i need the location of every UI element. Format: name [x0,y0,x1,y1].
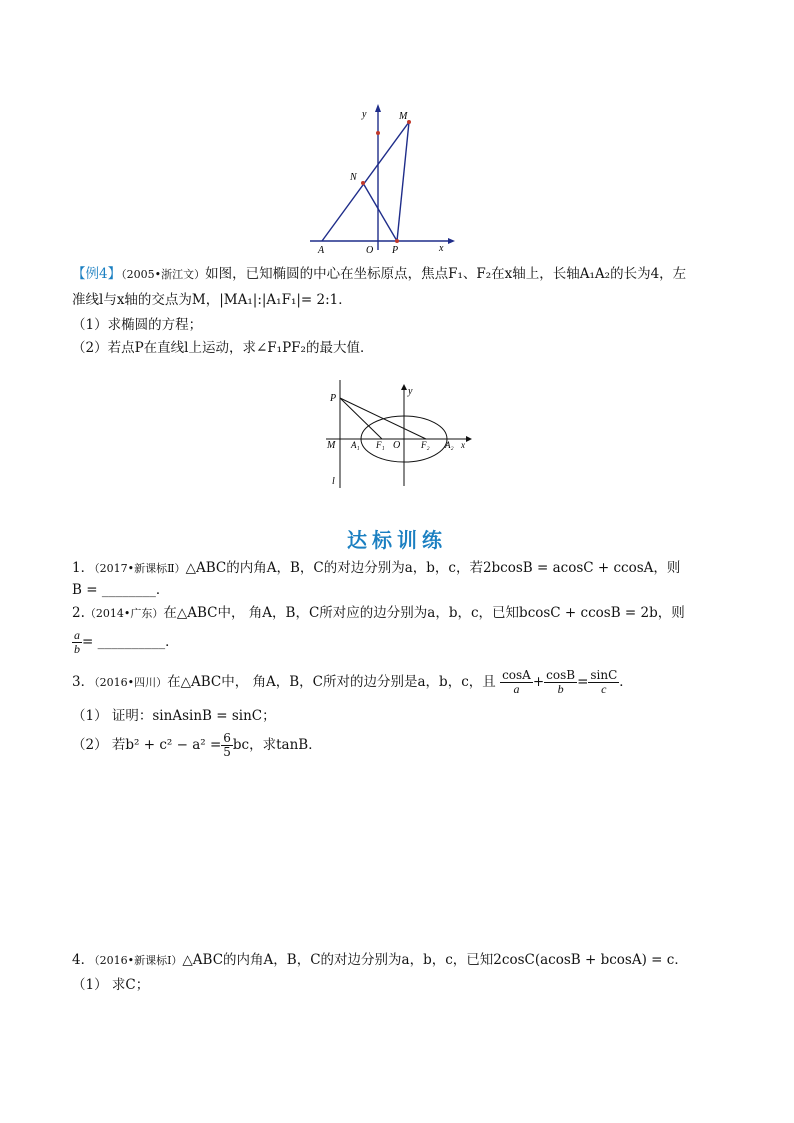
problem3-f3-num: sinC [590,668,618,682]
segment-PF1 [340,398,382,439]
problem3-f1-den: a [513,682,520,696]
problem3-number: 3． [72,674,95,690]
problem1-number: 1． [72,560,95,576]
problem2-frac-den: b [74,642,80,656]
label-A2: A₂ [445,440,454,450]
example4-text1: 如图，已知椭圆的中心在坐标原点，焦点F₁、F₂在x轴上，长轴A₁A₂的长为4，左 [205,266,687,282]
problem3-eq: = [577,674,589,690]
example4-line2: 准线l与x轴的交点为M，|MA₁|:|A₁F₁|= 2:1． [72,292,352,308]
label-x: x [461,440,465,450]
problem3-end: ． [619,674,633,690]
problem3-q1: （1） 证明：sinAsinB = sinC； [72,708,276,724]
problem2-fraction [72,629,82,656]
problem2-number: 2. [72,605,85,621]
y-axis-arrow [375,104,381,112]
label-A1: A₁ [351,440,360,450]
problem3-plus: + [532,674,545,690]
problem3-fraction3 [588,669,619,696]
x-axis-arrow [466,436,472,442]
problem2-line2 [72,627,732,657]
section-title: 达标训练 [347,528,447,552]
problem4-q1: （1） 求C； [72,977,150,993]
problem3-q2-frac-num: 6 [223,731,231,745]
problem3-f1-num: cosA [502,668,531,682]
label-l: l [332,476,335,487]
problem4-text1: △ABC的内角A，B，C的对边分别为a，b，c，已知2cosC(acosB + bcosA) = c． [182,952,688,968]
segment-PF2 [340,398,426,439]
problem4-source: （2016•新课标Ⅰ） [94,954,183,967]
label-x: x [439,243,444,254]
label-P: P [330,393,337,404]
segment-NP [363,183,397,241]
problem2-line1 [72,603,732,624]
label-F1: F₁ [376,440,385,450]
problem1-text1: △ABC的内角A，B，C的对边分别为a，b，c，若2bcosB = acosC + ccosA，则 [185,560,681,576]
figure-triangle-diagram [300,100,460,255]
problem2-text1: 在△ABC中， 角A，B，C所对应的边分别为a，b，c，已知bcosC + ccosB = 2b，则 [163,605,685,621]
problem3-source: （2016•四川） [94,676,168,689]
figure-ellipse-diagram [320,378,480,490]
label-P: P [392,245,399,255]
label-F2: F₂ [421,440,430,450]
problem3-q2-post: bc，求tanB． [232,737,322,753]
label-A: A [318,245,325,255]
point-P [395,239,399,243]
problem3-q2 [72,730,732,760]
problem3-q2-pre: （2） 若b² + c² − a² = [72,737,222,753]
problem3-fraction1 [500,669,533,696]
example4-tag: 【例4】 [72,266,122,282]
segment-MP [397,122,409,241]
segment-AM [322,122,409,241]
point-M [407,120,411,124]
problem3-f2-num: cosB [546,668,576,682]
problem3-q2-frac-den: 5 [223,745,231,759]
label-y: y [408,386,413,397]
example4-source: （2005•浙江文） [121,268,206,281]
example4-q2: （2）若点P在直线l上运动，求∠F₁PF₂的最大值． [72,340,374,356]
point-on-y-axis [376,131,380,135]
example4-q1: （1）求椭圆的方程； [72,317,203,333]
problem3-f3-den: c [601,682,607,696]
problem1-line1 [72,558,732,579]
label-M: M [327,440,336,451]
label-O: O [366,245,374,255]
label-M: M [399,111,408,122]
problem2-source: （2014•广东） [84,607,164,620]
problem3-text1: 在△ABC中， 角A，B，C所对的边分别是a，b，c，且 [167,674,496,690]
problem4-line1 [72,950,732,971]
problem1-line2: B = ________． [72,582,170,598]
x-axis-arrow [448,238,455,244]
problem2-frac-num: a [74,628,80,642]
example4-line1 [72,264,732,285]
problem3-q2-fraction [221,732,233,759]
problem3-line1 [72,666,732,699]
problem3-fraction2 [544,669,577,696]
problem1-source: （2017•新课标Ⅱ） [94,562,186,575]
label-O: O [393,440,401,451]
problem3-f2-den: b [557,682,564,696]
problem2-line2-rest: = __________． [82,634,179,650]
label-y: y [362,109,367,120]
point-N [361,181,365,185]
label-N: N [350,172,357,183]
problem4-number: 4． [72,952,95,968]
y-axis-arrow [401,384,407,390]
